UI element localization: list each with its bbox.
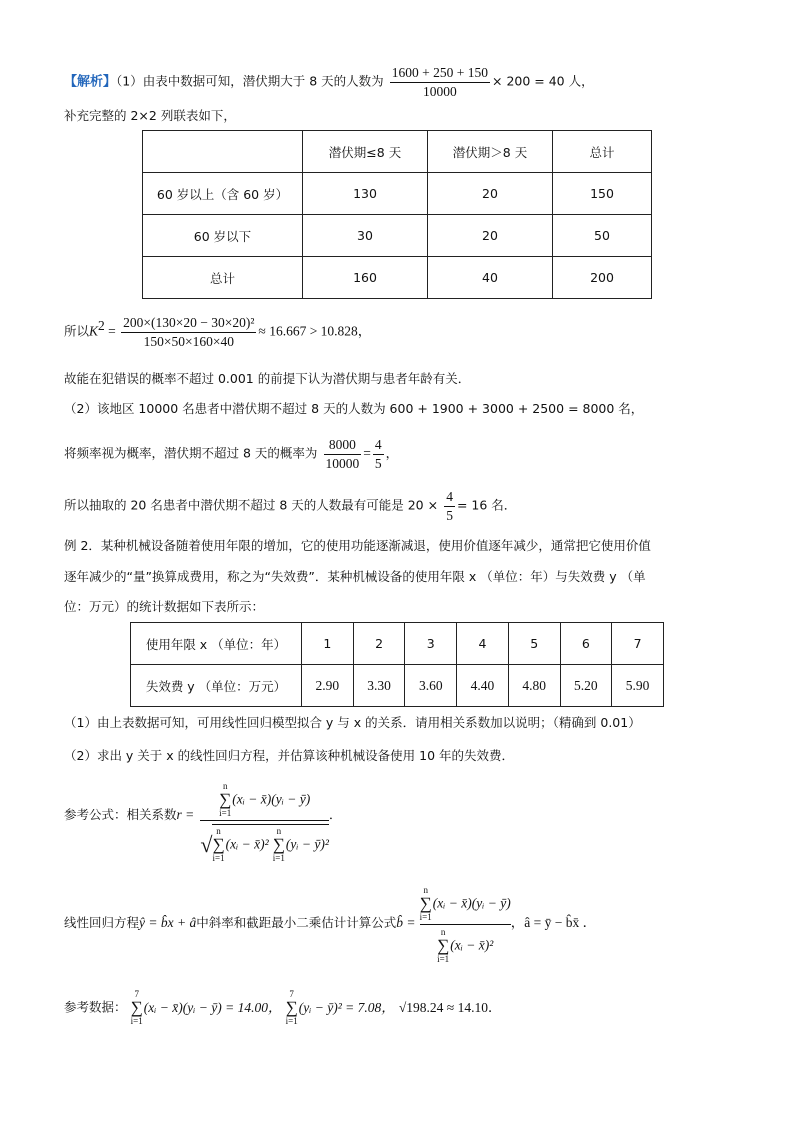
usage-cost-table bbox=[130, 622, 664, 707]
analysis-tag: 【解析】 bbox=[64, 74, 117, 90]
conclusion-line: 故能在犯错误的概率不超过 0.001 的前提下认为潜伏期与患者年龄有关． bbox=[64, 371, 471, 386]
table-row: 失效费 y （单位：万元） 2.90 3.30 3.60 4.40 4.80 5.20 5.90 bbox=[131, 665, 664, 707]
fraction-sample: $\frac{4}{5}$ bbox=[446, 489, 453, 523]
fraction-prob: $\frac{8000}{10000}$ bbox=[325, 437, 360, 471]
table-row: 60 岁以下 30 20 50 bbox=[143, 215, 652, 257]
sample-line: 所以抽取的 20 名患者中潜伏期不超过 8 天的人数最有可能是 20 × $\frac{4}{5}$ = 16 名． bbox=[64, 489, 517, 523]
k2-formula-line: 所以$K^2$ = $\frac{\text{200×(130×20 − 30×20)²}}{150\times 50\times 160\times 40}$ ≈ 16.667 > 10.828， bbox=[64, 315, 372, 349]
correlation-formula: 参考公式：相关系数r = n ∑ i=1(xᵢ − x̄)(yᵢ − ȳ) √n ∑ i=1(xᵢ − x̄)² n ∑ i=1(yᵢ − ȳ)² ． bbox=[64, 781, 342, 863]
reference-data: 参考数据： 7 ∑ i=1(xᵢ − x̄)(yᵢ − ȳ) = 14.00， 7 ∑ i=1(yᵢ − ȳ)² = 7.08， √198.24 ≈ 14.10． bbox=[64, 989, 502, 1026]
intro-line: 【解析】（1）由表中数据可知，潜伏期大于 8 天的人数为 $\frac{1600 + 250 + 150}{10000}$ × 200 = 40 人， bbox=[64, 65, 594, 99]
intro-line-2: 补充完整的 2×2 列联表如下， bbox=[64, 108, 236, 123]
example-line-2: 逐年减少的“量”换算成费用，称之为“失效费”．某种机械设备的使用年限 x （单位：年）与失效费 y （单 bbox=[64, 569, 646, 584]
probability-line: 将频率视为概率，潜伏期不超过 8 天的概率为 $\frac{8000}{10000}$ = $\frac{4}{5}$ ， bbox=[64, 437, 399, 471]
part2-line: （2）该地区 10000 名患者中潜伏期不超过 8 天的人数为 600 + 1900 + 3000 + 2500 = 8000 名， bbox=[64, 401, 644, 416]
fraction-prob-simplified: $\frac{4}{5}$ bbox=[374, 437, 382, 471]
regression-formula: 线性回归方程ŷ = b̂x + â中斜率和截距最小二乘估计计算公式b̂ = n ∑ i=1(xᵢ − x̄)(yᵢ − ȳ) n ∑ i=1(xᵢ − x̄)² ，â = ȳ − b̂x̄ ． bbox=[64, 885, 597, 964]
table1-header-empty bbox=[143, 131, 303, 173]
table1-header: 潜伏期＞8 天 bbox=[428, 131, 553, 173]
example-line-3: 位：万元）的统计数据如下表所示： bbox=[64, 599, 265, 614]
fraction-latent-ratio: $\frac{1600 + 250 + 150}{10000}$ bbox=[391, 65, 488, 99]
question-1: （1）由上表数据可知，可用线性回归模型拟合 y 与 x 的关系．请用相关系数加以说明；（精确到 0.01） bbox=[64, 715, 641, 730]
contingency-table bbox=[142, 130, 652, 299]
example-line-1: 例 2．某种机械设备随着使用年限的增加，它的使用功能逐渐减退，使用价值逐年减少，通常把它使用价值 bbox=[64, 538, 651, 553]
table1-header: 总计 bbox=[553, 131, 652, 173]
table-row: 60 岁以上（含 60 岁） 130 20 150 bbox=[143, 173, 652, 215]
table-row: 使用年限 x （单位：年） 1 2 3 4 5 6 7 bbox=[131, 623, 664, 665]
fraction-k2: $\frac{\text{200×(130×20 − 30×20)²}}{150\times 50\times 160\times 40}$ bbox=[123, 315, 255, 349]
table1-header: 潜伏期≤8 天 bbox=[303, 131, 428, 173]
table-row: 总计 160 40 200 bbox=[143, 257, 652, 299]
question-2: （2）求出 y 关于 x 的线性回归方程，并估算该种机械设备使用 10 年的失效费． bbox=[64, 748, 514, 763]
